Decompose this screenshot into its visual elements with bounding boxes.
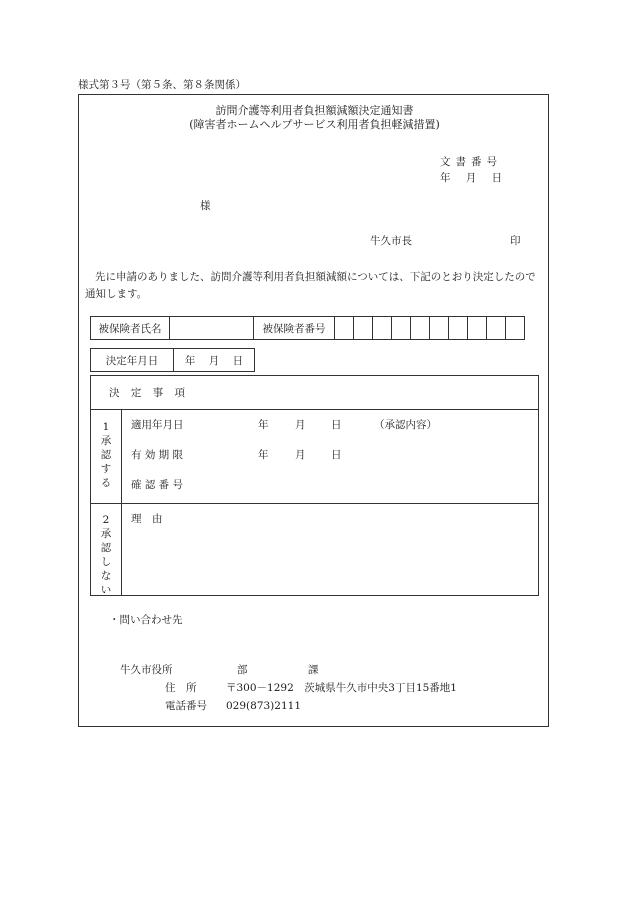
approve-row-day: 日 xyxy=(331,419,342,431)
insured-number-digit[interactable] xyxy=(430,317,449,340)
insured-number-digit[interactable] xyxy=(487,317,506,340)
insured-number-digit[interactable] xyxy=(392,317,411,340)
divider xyxy=(91,503,538,504)
contact-address-label: 住 所 xyxy=(165,682,197,694)
insured-number-digit[interactable] xyxy=(335,317,354,340)
approve-row-year: 年 xyxy=(258,449,269,461)
decision-date-table xyxy=(90,348,255,372)
form-label: 様式第３号（第５条、第８条関係） xyxy=(78,79,246,91)
insured-number-label: 被保険者番号 xyxy=(254,317,335,340)
approve-row-day: 日 xyxy=(331,449,342,461)
approve-row-year: 年 xyxy=(258,419,269,431)
insured-person-table xyxy=(90,316,525,340)
decision-section xyxy=(90,375,539,596)
divider xyxy=(121,409,122,595)
decision-date-value: 年 月 日 xyxy=(174,349,255,372)
contact-heading: ・問い合わせ先 xyxy=(109,614,183,626)
seal-mark: 印 xyxy=(510,235,521,247)
insured-number-digit[interactable] xyxy=(354,317,373,340)
contact-address-value: 〒300－1292 茨城県牛久市中央3丁目15番地1 xyxy=(226,682,457,694)
approve-row-label: 適用年月日 xyxy=(131,419,184,431)
insured-number-digit[interactable] xyxy=(411,317,430,340)
addressee-suffix: 様 xyxy=(200,200,211,212)
form-subtitle: (障害者ホームヘルプサービス利用者負担軽減措置) xyxy=(189,118,440,131)
reason-label: 理 由 xyxy=(131,513,163,525)
insured-number-digit[interactable] xyxy=(506,317,525,340)
issuer-name: 牛久市長 xyxy=(370,235,412,247)
approve-side-label-text: 1承認する xyxy=(100,421,112,489)
approve-row-label: 有 効 期 限 xyxy=(131,449,184,461)
issue-date-line: 年 月 日 xyxy=(440,172,503,184)
document-number-label: 文書番号 xyxy=(440,156,502,168)
decision-header: 決 定 事 項 xyxy=(109,387,190,399)
divider xyxy=(91,409,538,410)
contact-phone-value: 029(873)2111 xyxy=(226,700,301,712)
insured-name-field[interactable] xyxy=(170,317,254,340)
contact-department: 部 xyxy=(237,664,248,676)
notice-form xyxy=(78,94,549,727)
insured-number-digit[interactable] xyxy=(449,317,468,340)
form-title: 訪問介護等利用者負担額減額決定通知書 xyxy=(215,104,414,117)
notice-body-text: 先に申請のありました、訪問介護等利用者負担額減額については、下記のとおり決定したので通知します。 xyxy=(85,271,536,300)
approve-row-month: 月 xyxy=(295,449,306,461)
contact-section: 課 xyxy=(308,664,319,676)
approve-side-label xyxy=(100,420,112,490)
insured-number-digit[interactable] xyxy=(373,317,392,340)
contact-phone-label: 電話番号 xyxy=(165,700,207,712)
decision-date-label: 決定年月日 xyxy=(91,349,174,372)
approve-row-label: 確 認 番 号 xyxy=(131,479,184,491)
approve-row-month: 月 xyxy=(295,419,306,431)
reject-side-label xyxy=(100,513,112,597)
contact-office: 牛久市役所 xyxy=(120,664,173,676)
insured-name-label: 被保険者氏名 xyxy=(91,317,170,340)
insured-number-digit[interactable] xyxy=(468,317,487,340)
reject-side-label-text: 2承認しない xyxy=(100,514,112,596)
approval-content-label: （承認内容） xyxy=(374,419,437,431)
